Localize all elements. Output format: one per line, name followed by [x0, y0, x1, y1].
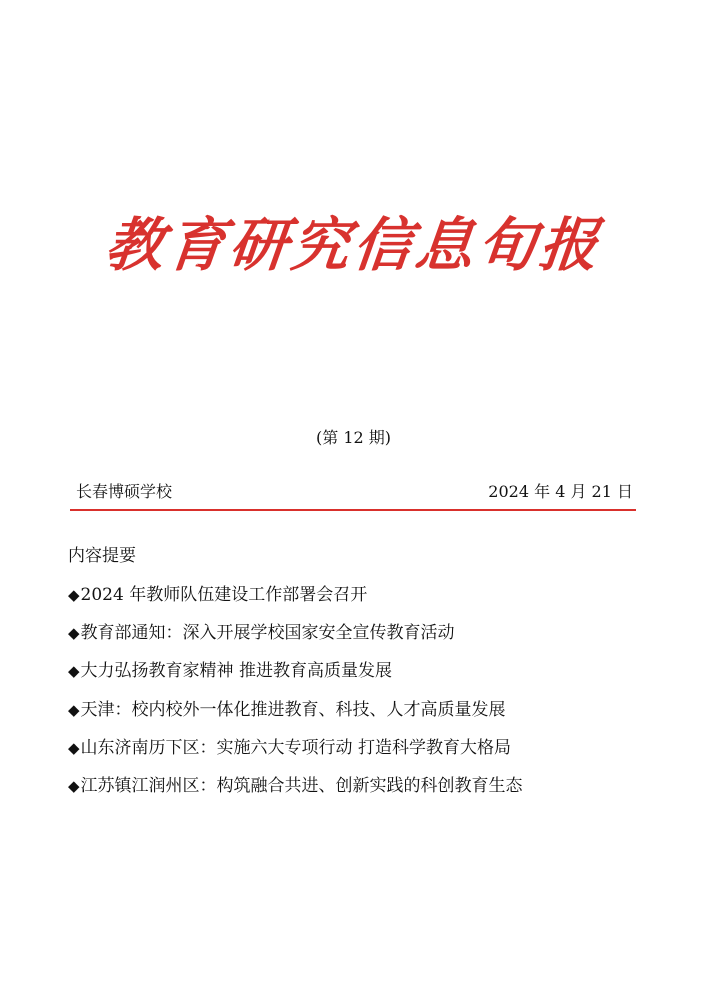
diamond-bullet-icon: ◆	[68, 662, 80, 681]
toc-item-text: 大力弘扬教育家精神 推进教育高质量发展	[80, 661, 392, 682]
diamond-bullet-icon: ◆	[68, 586, 80, 604]
toc-item	[68, 773, 668, 811]
header-row	[76, 480, 633, 504]
toc-item-text: 江苏镇江润州区：构筑融合共进、创新实践的科创教育生态	[80, 775, 523, 796]
issue-number: (第 12 期)	[315, 428, 392, 447]
toc-item	[68, 735, 668, 773]
diamond-bullet-icon: ◆	[68, 700, 80, 719]
diamond-bullet-icon: ◆	[68, 738, 80, 757]
toc-item-text: 2024 年教师队伍建设工作部署会召开	[80, 585, 368, 605]
toc-list	[68, 582, 668, 811]
toc-item	[68, 697, 668, 735]
publication-date: 2024 年 4 月 21 日	[488, 482, 633, 501]
toc-item-text: 教育部通知：深入开展学校国家安全宣传教育活动	[80, 623, 455, 644]
toc-item	[68, 582, 668, 620]
toc-item	[68, 620, 668, 658]
toc-item-text: 天津：校内校外一体化推进教育、科技、人才高质量发展	[80, 699, 506, 720]
toc-heading: 内容提要	[68, 546, 136, 566]
masthead-title: 教育研究信息旬报	[101, 211, 606, 279]
diamond-bullet-icon: ◆	[68, 776, 80, 795]
toc-item-text: 山东济南历下区：实施六大专项行动 打造科学教育大格局	[80, 737, 511, 758]
red-divider	[70, 509, 636, 511]
toc-item	[68, 658, 668, 696]
school-name: 长春博硕学校	[76, 482, 173, 501]
diamond-bullet-icon: ◆	[68, 624, 80, 643]
